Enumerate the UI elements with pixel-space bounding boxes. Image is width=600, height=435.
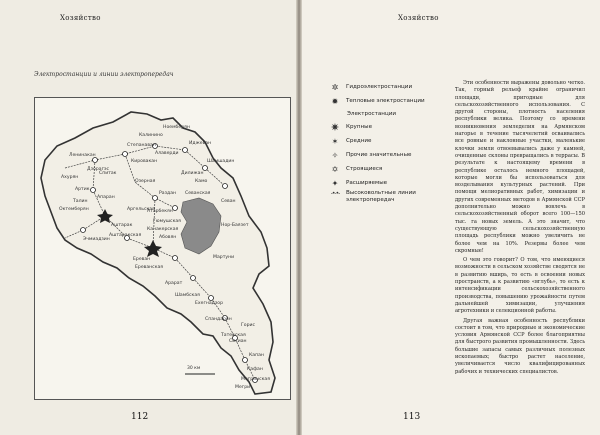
map-label: Капан [249, 353, 264, 358]
left-running-head: Хозяйство [60, 14, 101, 22]
map-label: Спандарян [205, 317, 232, 322]
map-scale-label: 30 км [187, 366, 201, 371]
map-svg [35, 98, 290, 399]
planned-station-icon: ✦ [331, 178, 339, 188]
map-label: Атарбекян [147, 209, 173, 214]
map-label: Иджеван [189, 141, 212, 146]
map-label: Артик [75, 187, 90, 192]
legend-subheading: Электростанции [347, 111, 397, 117]
map-label: Дзорагэс [87, 167, 110, 172]
map-label: Сисиан [229, 339, 247, 344]
map-label: Севанская [185, 191, 211, 196]
map-label: Мартуни [213, 255, 235, 260]
map-label: Мегри [235, 385, 251, 390]
map-label: Нор-Баязет [221, 223, 249, 228]
right-page-number: 113 [403, 412, 421, 422]
map-label: Татевская [221, 333, 246, 338]
map-label: Апаран [97, 195, 115, 200]
map-legend [328, 80, 468, 208]
book-gutter [296, 0, 302, 435]
legend-row [328, 162, 468, 176]
map-label: Кировакан [131, 159, 158, 164]
map-label: Аргельская [127, 207, 155, 212]
map-label: Кафан [247, 367, 263, 372]
legend-row [328, 94, 468, 108]
map-label: Мегринская [241, 377, 270, 382]
large-station-icon: ✷ [330, 120, 340, 134]
map-label: Шамбская [175, 293, 200, 298]
map-label: Арарат [165, 281, 183, 286]
map-label: Севан [221, 199, 236, 204]
armenia-power-map [34, 97, 291, 400]
paragraph: О чем это говорит? О том, что имеющиеся возможности в сельском хозяйстве сводятся не в развитию вширь, то есть в освоении новых пространств, а к развитию «вглубь», то есть к интенсификации сельскохозяйственного производства, повышению урожайности путем дальнейшей химизации, улучшения агротехники и селекционной работы. [455, 257, 585, 315]
thermal-station-icon: ✹ [331, 96, 339, 106]
map-label: Ереванская [135, 265, 164, 270]
legend-row [328, 176, 468, 190]
legend-label: Средние [346, 138, 372, 144]
paragraph: Эти особенности выражены довольно четко. Так, горный рельеф крайне ограничил площади, пригодные для сельскохозяйственного использования. С другой стороны, плотность населения республики велика. Поэтому со времени возникновения земледелия на Армянском нагорье в течение тысячелетий осваивались все ровные и наклонные участки, маленькие клочки земли отвоевывались даже у камней, очищенные склоны превращались в террасы. В результате к настоящему времени в республике осталось немного площадей, которые могли бы использоваться для возделывания культурных растений. При помощи мелиоративных работ, химизации и других современных методов в Армянской ССР дополнительно можно вовлечь в сельскохозяйственный оборот всего 100—150 тыс. га новых земель. А это значит, что существующую сельскохозяйственную площадь республики можно увеличить не более чем на 10%. Резервы более чем скромные! [455, 80, 585, 254]
map-label: Камо [195, 179, 208, 184]
legend-label: Гидроэлектростанции [346, 84, 413, 90]
map-label: Ленинакан [69, 153, 96, 158]
map-label: Озерная [135, 179, 156, 184]
map-label: Аштаракская [109, 233, 142, 238]
map-label: Гюмушская [153, 219, 181, 224]
map-label: Канакерская [147, 227, 179, 232]
map-label: Дилижан [181, 171, 204, 176]
map-label: Талин [73, 199, 88, 204]
map-label: Абовян [159, 235, 177, 240]
map-label: Ереван [133, 257, 151, 262]
legend-label: Строящиеся [346, 166, 383, 172]
map-label: Раздан [159, 191, 177, 196]
legend-label: Тепловые электростанции [346, 98, 425, 104]
right-page [300, 0, 600, 435]
map-label: Эчмиадзин [83, 237, 110, 242]
map-label: Спитак [99, 171, 117, 176]
other-station-icon: ✧ [331, 150, 339, 160]
left-page [0, 0, 298, 435]
legend-row [328, 120, 468, 134]
legend-row [328, 190, 468, 208]
map-label: Степанаван [127, 143, 156, 148]
map-label: Ахурян [61, 175, 79, 180]
map-caption: Электростанции и линии электропередач [34, 71, 174, 78]
map-label: Шамшадин [207, 159, 235, 164]
legend-row [328, 134, 468, 148]
legend-label: Расширяемые [346, 180, 388, 186]
legend-label: Крупные [346, 124, 373, 130]
legend-row [328, 148, 468, 162]
medium-station-icon: ✶ [331, 136, 339, 146]
map-label: Ноемберян [163, 125, 190, 130]
map-label: Горис [241, 323, 256, 328]
map-label: Аштарак [111, 223, 133, 228]
right-running-head: Хозяйство [398, 14, 439, 22]
hydro-station-icon: ✲ [331, 82, 339, 92]
map-label: Ехегнадзор [195, 301, 224, 306]
legend-row [328, 80, 468, 94]
legend-label: Высоковольтные линии электропередач [346, 190, 416, 203]
map-label: Калинино [139, 133, 163, 138]
building-station-icon: ✡ [331, 164, 339, 174]
body-text [455, 80, 585, 378]
left-page-number: 112 [131, 412, 149, 422]
map-label: Алаверди [155, 151, 179, 156]
paragraph: Другая важная особенность республики состоит в том, что природные и экономические условия Армянской ССР более благоприятны для быстрого развития промышленности. Здесь большие запасы самых различных полезных ископаемых; быстро растет население, увеличивается число квалифицированных рабочих и технических специалистов. [455, 317, 585, 375]
legend-label: Прочие значительные [346, 152, 412, 158]
map-label: Октемберян [59, 207, 89, 212]
power-line-icon: -•-•- [330, 190, 340, 197]
